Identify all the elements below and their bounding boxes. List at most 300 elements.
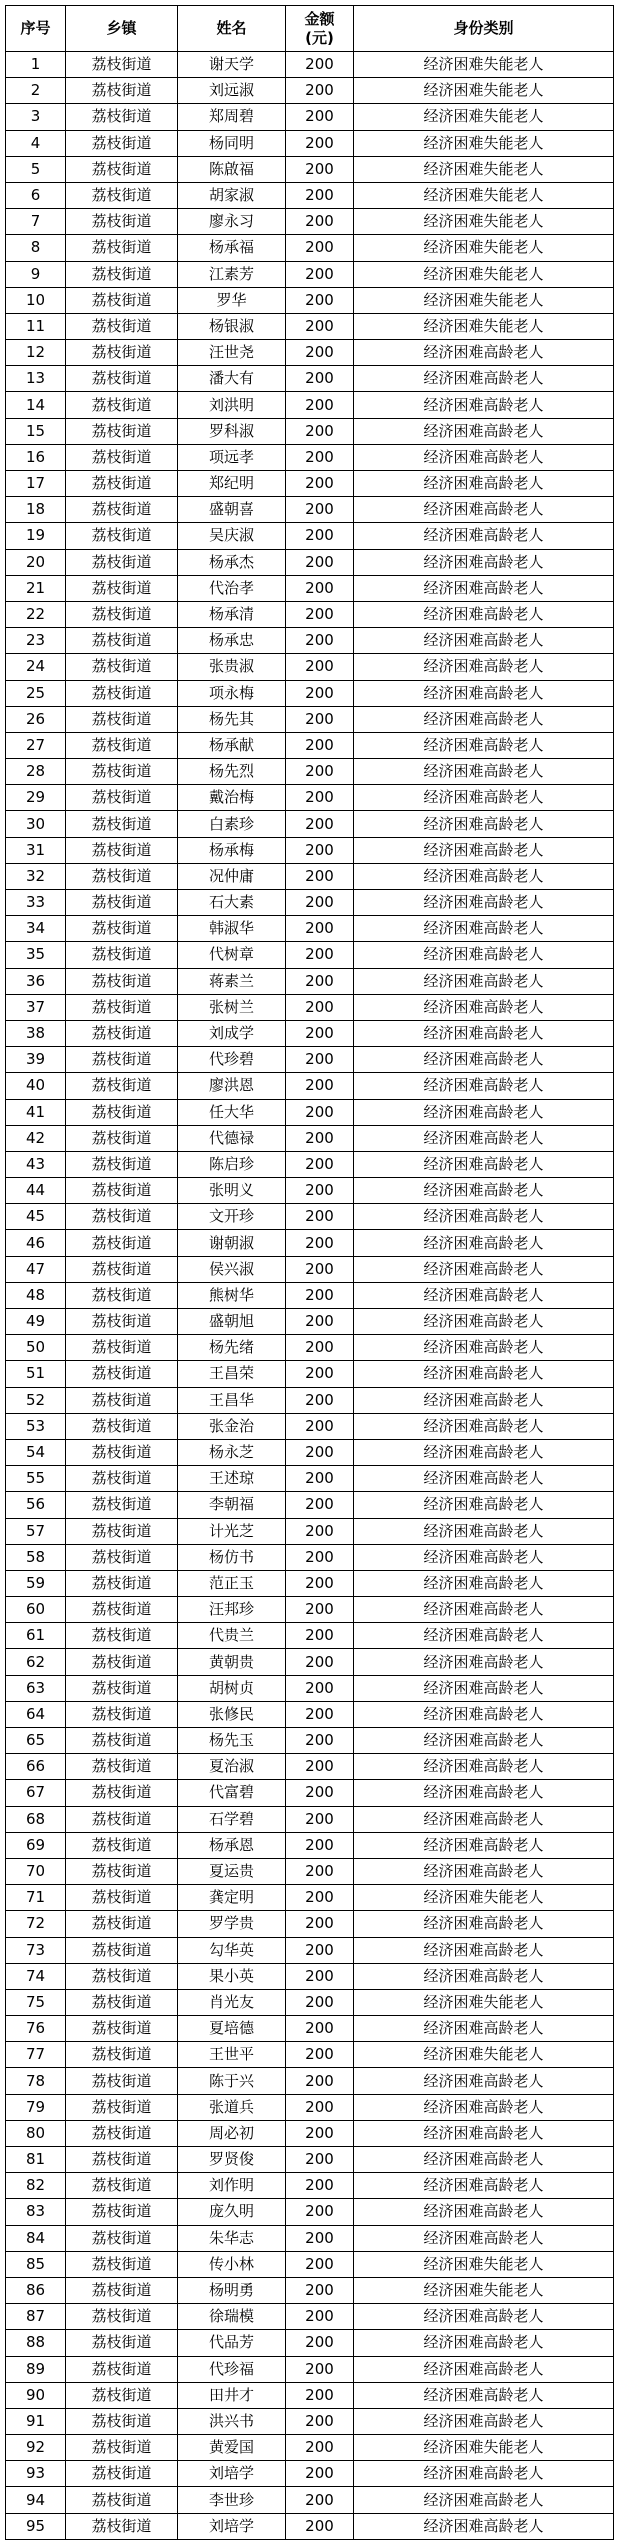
cell-name: 王昌荣	[178, 1361, 286, 1387]
table-row	[6, 2513, 614, 2539]
cell-index: 45	[6, 1204, 66, 1230]
cell-amount: 200	[286, 1701, 354, 1727]
cell-name: 杨承恩	[178, 1832, 286, 1858]
cell-town: 荔枝街道	[66, 2513, 178, 2539]
cell-category: 经济困难失能老人	[354, 78, 614, 104]
table-row	[6, 994, 614, 1020]
cell-town: 荔枝街道	[66, 1885, 178, 1911]
cell-index: 94	[6, 2487, 66, 2513]
cell-amount: 200	[286, 1387, 354, 1413]
cell-name: 熊树华	[178, 1282, 286, 1308]
table-row	[6, 601, 614, 627]
cell-category: 经济困难失能老人	[354, 2435, 614, 2461]
cell-name: 汪世尧	[178, 340, 286, 366]
cell-town: 荔枝街道	[66, 654, 178, 680]
cell-town: 荔枝街道	[66, 2225, 178, 2251]
cell-name: 张明义	[178, 1178, 286, 1204]
cell-town: 荔枝街道	[66, 1466, 178, 1492]
cell-town: 荔枝街道	[66, 1492, 178, 1518]
cell-amount: 200	[286, 2408, 354, 2434]
cell-town: 荔枝街道	[66, 1754, 178, 1780]
cell-category: 经济困难高龄老人	[354, 680, 614, 706]
cell-category: 经济困难高龄老人	[354, 732, 614, 758]
cell-town: 荔枝街道	[66, 2094, 178, 2120]
cell-name: 杨仿书	[178, 1544, 286, 1570]
table-row	[6, 1701, 614, 1727]
cell-category: 经济困难高龄老人	[354, 392, 614, 418]
table-row	[6, 1230, 614, 1256]
cell-category: 经济困难高龄老人	[354, 968, 614, 994]
cell-town: 荔枝街道	[66, 1204, 178, 1230]
table-row	[6, 1597, 614, 1623]
cell-index: 40	[6, 1073, 66, 1099]
cell-amount: 200	[286, 2251, 354, 2277]
cell-index: 21	[6, 575, 66, 601]
cell-amount: 200	[286, 156, 354, 182]
cell-town: 荔枝街道	[66, 837, 178, 863]
cell-town: 荔枝街道	[66, 1570, 178, 1596]
table-row	[6, 890, 614, 916]
cell-index: 86	[6, 2277, 66, 2303]
cell-category: 经济困难高龄老人	[354, 1047, 614, 1073]
table-row	[6, 1204, 614, 1230]
cell-amount: 200	[286, 104, 354, 130]
table-row	[6, 497, 614, 523]
cell-town: 荔枝街道	[66, 471, 178, 497]
cell-name: 石大素	[178, 890, 286, 916]
cell-town: 荔枝街道	[66, 444, 178, 470]
cell-name: 张金治	[178, 1413, 286, 1439]
cell-category: 经济困难高龄老人	[354, 340, 614, 366]
cell-amount: 200	[286, 1989, 354, 2015]
cell-index: 20	[6, 549, 66, 575]
cell-name: 果小英	[178, 1963, 286, 1989]
cell-category: 经济困难高龄老人	[354, 497, 614, 523]
cell-category: 经济困难高龄老人	[354, 1125, 614, 1151]
cell-town: 荔枝街道	[66, 2173, 178, 2199]
cell-town: 荔枝街道	[66, 1020, 178, 1046]
cell-town: 荔枝街道	[66, 1361, 178, 1387]
cell-amount: 200	[286, 863, 354, 889]
cell-category: 经济困难高龄老人	[354, 1466, 614, 1492]
cell-index: 43	[6, 1151, 66, 1177]
cell-category: 经济困难高龄老人	[354, 1335, 614, 1361]
cell-amount: 200	[286, 706, 354, 732]
cell-category: 经济困难高龄老人	[354, 2330, 614, 2356]
table-row	[6, 2408, 614, 2434]
table-row	[6, 654, 614, 680]
cell-town: 荔枝街道	[66, 1047, 178, 1073]
cell-town: 荔枝街道	[66, 1728, 178, 1754]
cell-index: 58	[6, 1544, 66, 1570]
cell-town: 荔枝街道	[66, 1256, 178, 1282]
table-row	[6, 628, 614, 654]
cell-index: 61	[6, 1623, 66, 1649]
cell-index: 75	[6, 1989, 66, 2015]
cell-index: 4	[6, 130, 66, 156]
cell-index: 88	[6, 2330, 66, 2356]
cell-amount: 200	[286, 968, 354, 994]
cell-index: 68	[6, 1806, 66, 1832]
cell-name: 代贵兰	[178, 1623, 286, 1649]
cell-index: 1	[6, 52, 66, 78]
cell-name: 李世珍	[178, 2487, 286, 2513]
cell-category: 经济困难高龄老人	[354, 2408, 614, 2434]
table-row	[6, 523, 614, 549]
cell-amount: 200	[286, 2068, 354, 2094]
cell-name: 汪邦珍	[178, 1597, 286, 1623]
cell-town: 荔枝街道	[66, 1335, 178, 1361]
table-row	[6, 785, 614, 811]
cell-amount: 200	[286, 1309, 354, 1335]
cell-index: 23	[6, 628, 66, 654]
header-amount-label: 金额	[304, 9, 335, 28]
cell-town: 荔枝街道	[66, 1701, 178, 1727]
cell-amount: 200	[286, 549, 354, 575]
cell-category: 经济困难高龄老人	[354, 2094, 614, 2120]
cell-name: 项远孝	[178, 444, 286, 470]
table-row	[6, 1466, 614, 1492]
cell-name: 王世平	[178, 2042, 286, 2068]
cell-index: 31	[6, 837, 66, 863]
cell-amount: 200	[286, 1649, 354, 1675]
cell-amount: 200	[286, 2356, 354, 2382]
cell-index: 50	[6, 1335, 66, 1361]
cell-category: 经济困难高龄老人	[354, 2225, 614, 2251]
table-row	[6, 1492, 614, 1518]
table-row	[6, 1911, 614, 1937]
cell-category: 经济困难失能老人	[354, 2277, 614, 2303]
cell-town: 荔枝街道	[66, 1230, 178, 1256]
cell-amount: 200	[286, 654, 354, 680]
cell-amount: 200	[286, 2016, 354, 2042]
cell-category: 经济困难高龄老人	[354, 785, 614, 811]
cell-name: 杨永芝	[178, 1439, 286, 1465]
cell-name: 罗贤俊	[178, 2147, 286, 2173]
cell-amount: 200	[286, 1256, 354, 1282]
cell-index: 26	[6, 706, 66, 732]
cell-name: 韩淑华	[178, 916, 286, 942]
cell-town: 荔枝街道	[66, 2068, 178, 2094]
cell-category: 经济困难高龄老人	[354, 1439, 614, 1465]
cell-index: 72	[6, 1911, 66, 1937]
table-row	[6, 2147, 614, 2173]
cell-name: 刘洪明	[178, 392, 286, 418]
cell-index: 53	[6, 1413, 66, 1439]
cell-town: 荔枝街道	[66, 1387, 178, 1413]
cell-amount: 200	[286, 759, 354, 785]
cell-name: 黄爱国	[178, 2435, 286, 2461]
cell-category: 经济困难高龄老人	[354, 759, 614, 785]
cell-category: 经济困难高龄老人	[354, 2461, 614, 2487]
cell-town: 荔枝街道	[66, 1937, 178, 1963]
cell-amount: 200	[286, 471, 354, 497]
cell-index: 8	[6, 235, 66, 261]
cell-category: 经济困难高龄老人	[354, 575, 614, 601]
cell-category: 经济困难失能老人	[354, 235, 614, 261]
cell-town: 荔枝街道	[66, 392, 178, 418]
cell-name: 杨先玉	[178, 1728, 286, 1754]
cell-town: 荔枝街道	[66, 261, 178, 287]
cell-amount: 200	[286, 811, 354, 837]
cell-amount: 200	[286, 235, 354, 261]
cell-town: 荔枝街道	[66, 890, 178, 916]
cell-town: 荔枝街道	[66, 2304, 178, 2330]
cell-name: 杨银淑	[178, 313, 286, 339]
cell-name: 代品芳	[178, 2330, 286, 2356]
cell-name: 胡树贞	[178, 1675, 286, 1701]
cell-category: 经济困难高龄老人	[354, 654, 614, 680]
cell-amount: 200	[286, 732, 354, 758]
cell-town: 荔枝街道	[66, 2016, 178, 2042]
cell-name: 代树章	[178, 942, 286, 968]
cell-town: 荔枝街道	[66, 78, 178, 104]
cell-town: 荔枝街道	[66, 1282, 178, 1308]
table-row	[6, 1151, 614, 1177]
cell-amount: 200	[286, 313, 354, 339]
table-row	[6, 2042, 614, 2068]
cell-town: 荔枝街道	[66, 863, 178, 889]
cell-index: 14	[6, 392, 66, 418]
cell-amount: 200	[286, 392, 354, 418]
cell-town: 荔枝街道	[66, 1413, 178, 1439]
cell-category: 经济困难高龄老人	[354, 1858, 614, 1884]
cell-town: 荔枝街道	[66, 1832, 178, 1858]
cell-amount: 200	[286, 1885, 354, 1911]
table-row	[6, 1335, 614, 1361]
cell-town: 荔枝街道	[66, 104, 178, 130]
cell-amount: 200	[286, 1439, 354, 1465]
cell-name: 范正玉	[178, 1570, 286, 1596]
cell-name: 代珍碧	[178, 1047, 286, 1073]
cell-town: 荔枝街道	[66, 1439, 178, 1465]
table-body	[6, 52, 614, 2540]
cell-amount: 200	[286, 2147, 354, 2173]
cell-index: 84	[6, 2225, 66, 2251]
cell-category: 经济困难高龄老人	[354, 1937, 614, 1963]
cell-amount: 200	[286, 601, 354, 627]
cell-name: 杨先绪	[178, 1335, 286, 1361]
table-row	[6, 1020, 614, 1046]
cell-town: 荔枝街道	[66, 182, 178, 208]
cell-index: 9	[6, 261, 66, 287]
table-row	[6, 1885, 614, 1911]
table-row	[6, 706, 614, 732]
cell-town: 荔枝街道	[66, 313, 178, 339]
cell-town: 荔枝街道	[66, 1623, 178, 1649]
cell-amount: 200	[286, 444, 354, 470]
cell-name: 文开珍	[178, 1204, 286, 1230]
cell-index: 77	[6, 2042, 66, 2068]
header-amount-unit: (元)	[305, 28, 334, 47]
cell-index: 57	[6, 1518, 66, 1544]
cell-category: 经济困难高龄老人	[354, 628, 614, 654]
table-row	[6, 1544, 614, 1570]
cell-amount: 200	[286, 916, 354, 942]
cell-amount: 200	[286, 1544, 354, 1570]
cell-name: 陈启珍	[178, 1151, 286, 1177]
cell-category: 经济困难高龄老人	[354, 1597, 614, 1623]
cell-name: 刘远淑	[178, 78, 286, 104]
cell-town: 荔枝街道	[66, 1675, 178, 1701]
cell-category: 经济困难高龄老人	[354, 1518, 614, 1544]
cell-category: 经济困难高龄老人	[354, 1282, 614, 1308]
cell-amount: 200	[286, 837, 354, 863]
cell-category: 经济困难高龄老人	[354, 366, 614, 392]
cell-town: 荔枝街道	[66, 52, 178, 78]
table-row	[6, 2356, 614, 2382]
cell-amount: 200	[286, 1099, 354, 1125]
cell-index: 36	[6, 968, 66, 994]
cell-amount: 200	[286, 366, 354, 392]
cell-category: 经济困难高龄老人	[354, 1911, 614, 1937]
cell-category: 经济困难高龄老人	[354, 1073, 614, 1099]
cell-category: 经济困难高龄老人	[354, 601, 614, 627]
cell-index: 81	[6, 2147, 66, 2173]
cell-amount: 200	[286, 1125, 354, 1151]
cell-amount: 200	[286, 2461, 354, 2487]
cell-name: 廖洪恩	[178, 1073, 286, 1099]
cell-name: 项永梅	[178, 680, 286, 706]
cell-name: 杨承清	[178, 601, 286, 627]
cell-index: 67	[6, 1780, 66, 1806]
cell-category: 经济困难高龄老人	[354, 1178, 614, 1204]
cell-name: 杨承福	[178, 235, 286, 261]
cell-town: 荔枝街道	[66, 523, 178, 549]
table-row	[6, 680, 614, 706]
table-row	[6, 471, 614, 497]
table-row	[6, 1125, 614, 1151]
cell-index: 16	[6, 444, 66, 470]
cell-name: 代富碧	[178, 1780, 286, 1806]
cell-town: 荔枝街道	[66, 1099, 178, 1125]
cell-name: 杨承忠	[178, 628, 286, 654]
cell-town: 荔枝街道	[66, 156, 178, 182]
cell-amount: 200	[286, 1675, 354, 1701]
table-row	[6, 2382, 614, 2408]
cell-town: 荔枝街道	[66, 1544, 178, 1570]
table-row	[6, 2225, 614, 2251]
cell-category: 经济困难高龄老人	[354, 2382, 614, 2408]
cell-category: 经济困难高龄老人	[354, 2173, 614, 2199]
cell-category: 经济困难高龄老人	[354, 1570, 614, 1596]
cell-amount: 200	[286, 1597, 354, 1623]
cell-index: 41	[6, 1099, 66, 1125]
cell-index: 32	[6, 863, 66, 889]
cell-town: 荔枝街道	[66, 732, 178, 758]
cell-town: 荔枝街道	[66, 1911, 178, 1937]
table-header	[6, 6, 614, 52]
table-row	[6, 287, 614, 313]
table-row	[6, 2120, 614, 2146]
cell-amount: 200	[286, 1754, 354, 1780]
cell-name: 刘成学	[178, 1020, 286, 1046]
cell-index: 27	[6, 732, 66, 758]
table-row	[6, 2016, 614, 2042]
cell-name: 杨同明	[178, 130, 286, 156]
cell-index: 13	[6, 366, 66, 392]
table-row	[6, 104, 614, 130]
cell-name: 周必初	[178, 2120, 286, 2146]
cell-amount: 200	[286, 1518, 354, 1544]
cell-town: 荔枝街道	[66, 235, 178, 261]
cell-category: 经济困难高龄老人	[354, 1309, 614, 1335]
cell-name: 郑周碧	[178, 104, 286, 130]
cell-index: 65	[6, 1728, 66, 1754]
cell-amount: 200	[286, 680, 354, 706]
cell-category: 经济困难高龄老人	[354, 2120, 614, 2146]
cell-category: 经济困难高龄老人	[354, 1728, 614, 1754]
cell-category: 经济困难高龄老人	[354, 523, 614, 549]
table-row	[6, 1649, 614, 1675]
cell-index: 78	[6, 2068, 66, 2094]
table-row	[6, 1728, 614, 1754]
cell-category: 经济困难高龄老人	[354, 916, 614, 942]
cell-category: 经济困难高龄老人	[354, 837, 614, 863]
cell-amount: 200	[286, 1335, 354, 1361]
cell-category: 经济困难高龄老人	[354, 1754, 614, 1780]
cell-amount: 200	[286, 2120, 354, 2146]
cell-town: 荔枝街道	[66, 418, 178, 444]
cell-category: 经济困难失能老人	[354, 52, 614, 78]
cell-name: 黄朝贵	[178, 1649, 286, 1675]
cell-category: 经济困难高龄老人	[354, 1256, 614, 1282]
cell-category: 经济困难高龄老人	[354, 811, 614, 837]
cell-category: 经济困难失能老人	[354, 2042, 614, 2068]
table-row	[6, 2304, 614, 2330]
table-row	[6, 2173, 614, 2199]
table-row	[6, 1309, 614, 1335]
cell-category: 经济困难高龄老人	[354, 1413, 614, 1439]
table-row	[6, 1675, 614, 1701]
cell-amount: 200	[286, 2330, 354, 2356]
cell-index: 54	[6, 1439, 66, 1465]
cell-index: 74	[6, 1963, 66, 1989]
cell-name: 罗学贵	[178, 1911, 286, 1937]
table-row	[6, 1099, 614, 1125]
cell-town: 荔枝街道	[66, 1597, 178, 1623]
table-row	[6, 863, 614, 889]
table-row	[6, 418, 614, 444]
cell-town: 荔枝街道	[66, 811, 178, 837]
table-row	[6, 392, 614, 418]
cell-town: 荔枝街道	[66, 785, 178, 811]
cell-name: 王述琼	[178, 1466, 286, 1492]
header-index: 序号	[6, 6, 66, 52]
table-row	[6, 261, 614, 287]
cell-index: 95	[6, 2513, 66, 2539]
cell-index: 82	[6, 2173, 66, 2199]
table-row	[6, 732, 614, 758]
cell-category: 经济困难高龄老人	[354, 1780, 614, 1806]
cell-category: 经济困难失能老人	[354, 1885, 614, 1911]
cell-category: 经济困难失能老人	[354, 287, 614, 313]
cell-town: 荔枝街道	[66, 2277, 178, 2303]
cell-amount: 200	[286, 2513, 354, 2539]
cell-name: 吴庆淑	[178, 523, 286, 549]
cell-index: 60	[6, 1597, 66, 1623]
cell-index: 28	[6, 759, 66, 785]
cell-index: 5	[6, 156, 66, 182]
cell-category: 经济困难高龄老人	[354, 444, 614, 470]
cell-amount: 200	[286, 1858, 354, 1884]
cell-amount: 200	[286, 497, 354, 523]
table-row	[6, 1754, 614, 1780]
cell-category: 经济困难失能老人	[354, 209, 614, 235]
cell-amount: 200	[286, 1073, 354, 1099]
cell-category: 经济困难高龄老人	[354, 994, 614, 1020]
cell-index: 55	[6, 1466, 66, 1492]
